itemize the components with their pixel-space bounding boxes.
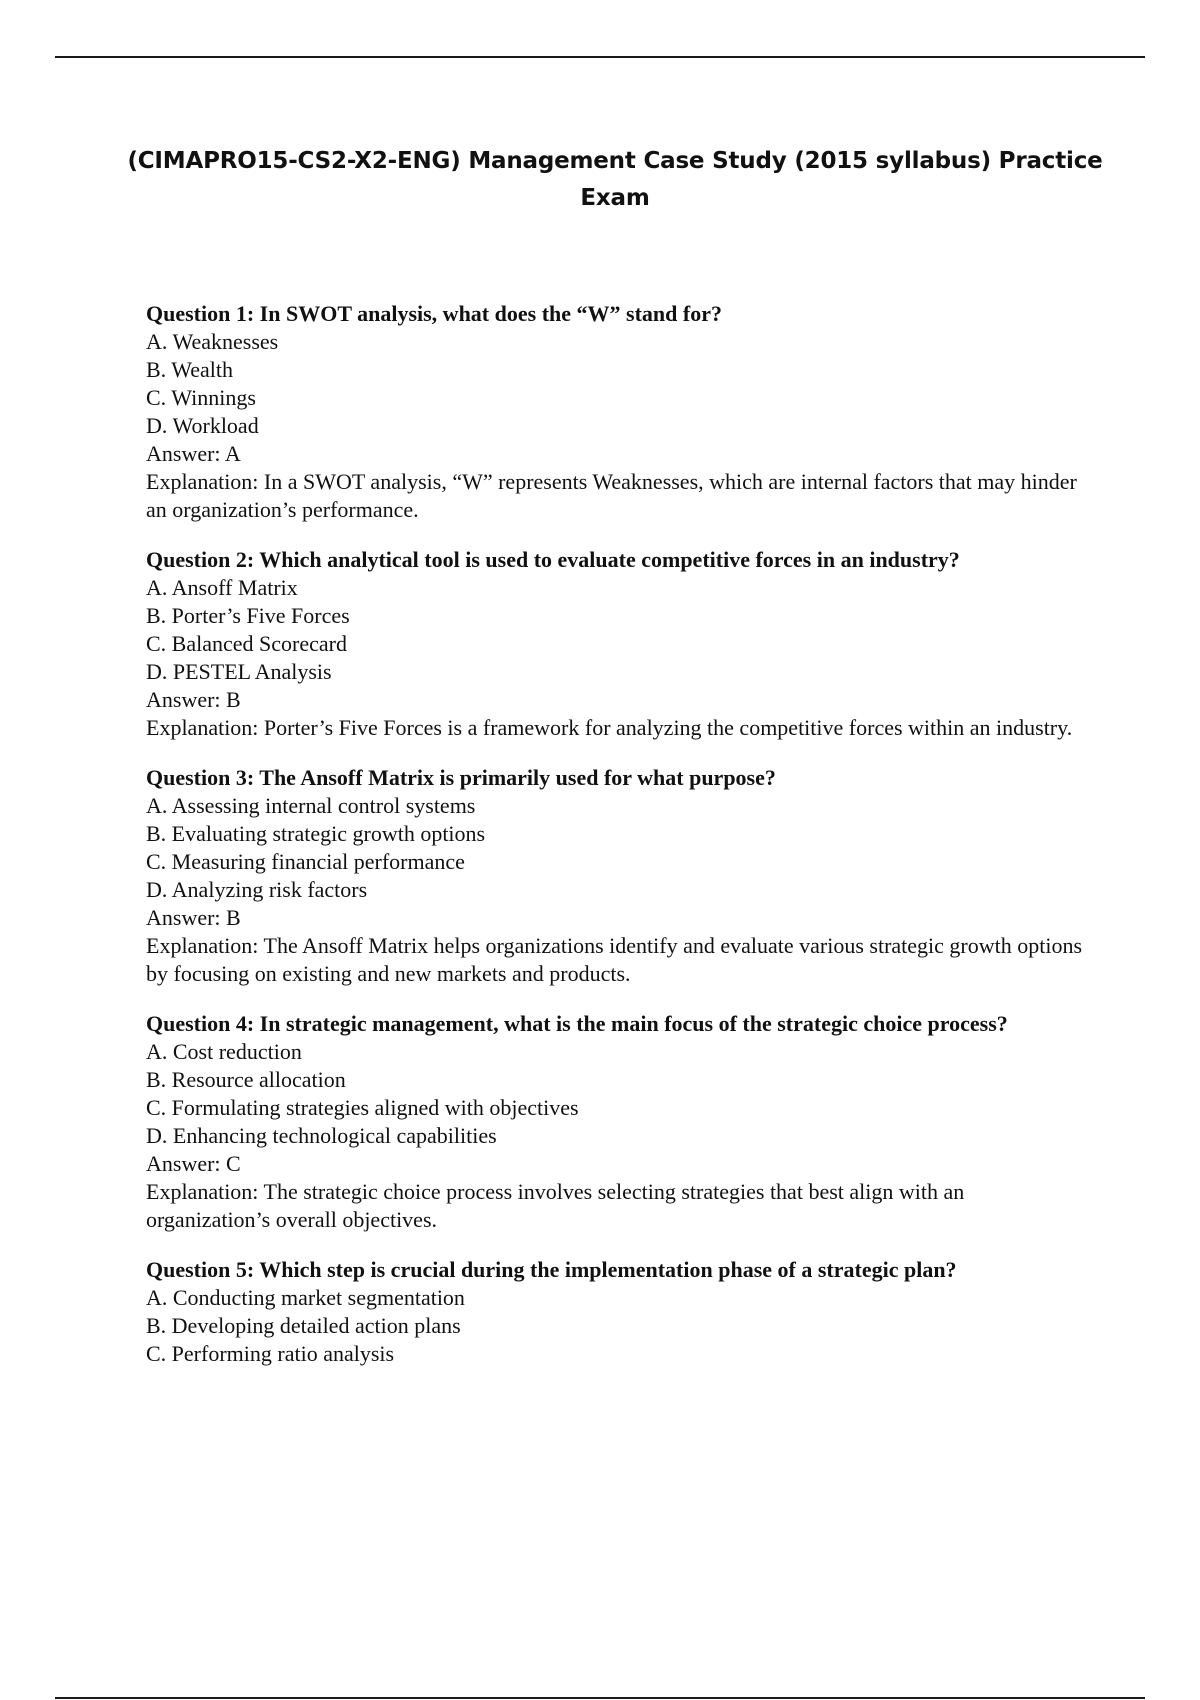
answer-text: Answer: B — [146, 905, 241, 930]
option-a: A. Cost reduction — [146, 1039, 302, 1064]
option-c: C. Performing ratio analysis — [146, 1341, 395, 1366]
option-b: B. Porter’s Five Forces — [146, 603, 350, 628]
question-block — [146, 300, 1086, 524]
option-d: D. Workload — [146, 413, 259, 438]
question-block — [146, 546, 1086, 742]
option-a: A. Weaknesses — [146, 329, 279, 354]
question-text: Question 2: Which analytical tool is used to evaluate competitive forces in an industry? — [146, 547, 960, 572]
option-a: A. Ansoff Matrix — [146, 575, 298, 600]
option-c: C. Formulating strategies aligned with objectives — [146, 1095, 579, 1120]
option-a: A. Conducting market segmentation — [146, 1285, 465, 1310]
option-c: C. Winnings — [146, 385, 256, 410]
option-d: D. Enhancing technological capabilities — [146, 1123, 497, 1148]
answer-text: Answer: A — [146, 441, 241, 466]
option-c: C. Measuring financial performance — [146, 849, 465, 874]
answer-text: Answer: B — [146, 687, 241, 712]
question-text: Question 4: In strategic management, what is the main focus of the strategic choice process? — [146, 1011, 1008, 1036]
option-b: B. Wealth — [146, 357, 234, 382]
bottom-rule — [55, 1697, 1145, 1699]
option-c: C. Balanced Scorecard — [146, 631, 347, 656]
top-rule — [55, 56, 1145, 58]
question-block — [146, 1010, 1086, 1234]
answer-text: Answer: C — [146, 1151, 241, 1176]
question-block — [146, 764, 1086, 988]
document-title: (CIMAPRO15-CS2-X2-ENG) Management Case Study (2015 syllabus) Practice Exam — [127, 148, 1103, 211]
question-list — [146, 300, 1086, 1390]
option-d: D. Analyzing risk factors — [146, 877, 368, 902]
question-text: Question 3: The Ansoff Matrix is primarily used for what purpose? — [146, 765, 776, 790]
question-text: Question 1: In SWOT analysis, what does the “W” stand for? — [146, 301, 722, 326]
explanation-text: Explanation: The Ansoff Matrix helps organizations identify and evaluate various strategic growth options by focusing on existing and new markets and products. — [146, 933, 1083, 986]
option-a: A. Assessing internal control systems — [146, 793, 476, 818]
option-b: B. Developing detailed action plans — [146, 1313, 461, 1338]
question-block — [146, 1256, 1086, 1368]
explanation-text: Explanation: In a SWOT analysis, “W” represents Weaknesses, which are internal factors that may hinder an organization’s performance. — [146, 469, 1077, 522]
option-b: B. Evaluating strategic growth options — [146, 821, 486, 846]
question-text: Question 5: Which step is crucial during the implementation phase of a strategic plan? — [146, 1257, 957, 1282]
explanation-text: Explanation: The strategic choice process involves selecting strategies that best align with an organization’s overall objectives. — [146, 1179, 965, 1232]
option-d: D. PESTEL Analysis — [146, 659, 332, 684]
explanation-text: Explanation: Porter’s Five Forces is a framework for analyzing the competitive forces within an industry. — [146, 715, 1073, 740]
option-b: B. Resource allocation — [146, 1067, 346, 1092]
